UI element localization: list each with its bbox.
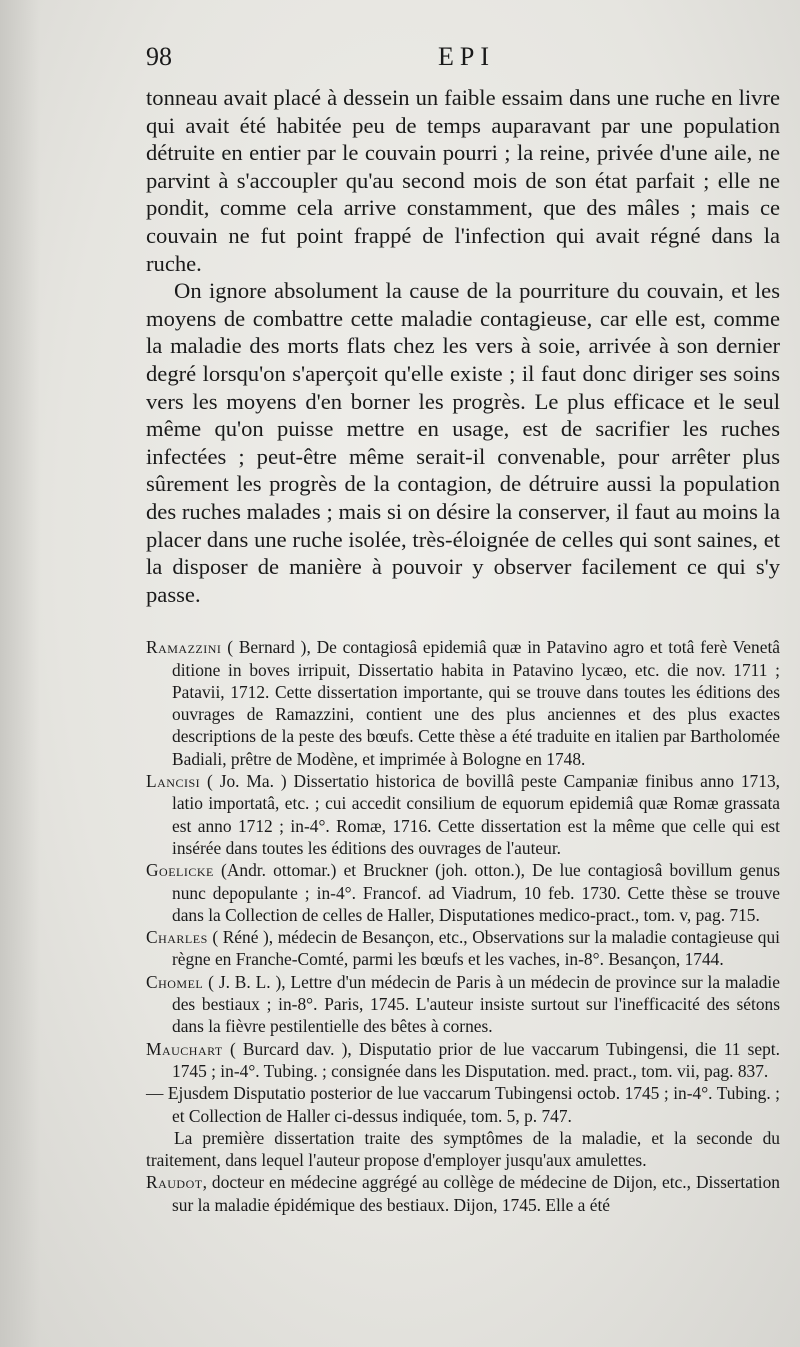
entry-author: Lancisi: [146, 771, 201, 792]
entry-text: (Andr. ottomar.) et Bruckner (joh. otton.), De lue contagiosâ bovillum genus nunc depopulante ; in-4°. Francof. ad Viadrum, 10 feb. 1730. Cette thèse se trouve dans la Collection de celles de Haller, Disputationes medico-pract., tom. v, pag. 715.: [172, 860, 780, 925]
entry-text: Ejusdem Disputatio posterior de lue vaccarum Tubingensi octob. 1745 ; in-4°. Tubing. ; et Collection de Haller ci-dessus indiquée, tom. 5, p. 747.: [163, 1083, 780, 1126]
paragraph-1: tonneau avait placé à dessein un faible essaim dans une ruche en livre qui avait été habitée peu de temps auparavant par une population détruite en entier par le couvain pourri ; la reine, privée d'une aile, ne parvint à s'accoupler qu'au second mois de son état parfait ; elle ne pondit, comme cela arrive constamment, que des mâles ; mais ce couvain ne fut point frappé de l'infection qui avait régné dans la ruche.: [146, 85, 780, 276]
biblio-entry-raudot: [146, 1171, 780, 1216]
biblio-entry-ejusdem: [146, 1082, 780, 1127]
entry-author: Raudot: [146, 1172, 203, 1193]
running-head: EPI: [438, 42, 495, 71]
entry-author: Ramazzini: [146, 637, 222, 658]
main-text: [146, 84, 780, 608]
entry-text: , docteur en médecine aggrégé au collège de médecine de Dijon, etc., Dissertation sur la maladie épidémique des bestiaux. Dijon, 1745. Elle a été: [172, 1172, 780, 1215]
biblio-note: [146, 1127, 780, 1172]
page-header: [146, 42, 780, 84]
biblio-entry-charles: [146, 926, 780, 971]
bibliography: [146, 636, 780, 1216]
entry-text: La première dissertation traite des symptômes de la maladie, et la seconde du traitement, dans lequel l'auteur propose d'employer jusqu'aux amulettes.: [146, 1127, 780, 1171]
biblio-entry-mauchart: [146, 1038, 780, 1083]
entry-text: ( Réné ), médecin de Besançon, etc., Observations sur la maladie contagieuse qui règne en Franche-Comté, parmi les bœufs et les vaches, in-8°. Besançon, 1744.: [172, 927, 780, 970]
binding-shadow: [0, 0, 40, 1347]
biblio-entry-chomel: [146, 971, 780, 1038]
entry-text: ( Burcard dav. ), Disputatio prior de lue vaccarum Tubingensi, die 11 sept. 1745 ; in-4°. Tubing. ; consignée dans les Disputation. med. pract., tom. vii, pag. 837.: [172, 1038, 780, 1081]
entry-author: Mauchart: [146, 1038, 223, 1059]
biblio-entry-ramazzini: [146, 636, 780, 770]
entry-text: ( Jo. Ma. ) Dissertatio historica de bovillâ peste Campaniæ finibus anno 1713, latio importatâ, etc. ; cui accedit consilium de equorum epidemiâ quæ Romæ grassata est anno 1712 ; in-4°. Romæ, 1716. Cette dissertation est la même que celle qui est insérée dans toutes les éditions des ouvrages de l'auteur.: [172, 771, 780, 858]
entry-text: ( J. B. L. ), Lettre d'un médecin de Paris à un médecin de province sur la maladie des bestiaux ; in-8°. Paris, 1745. L'auteur insiste surtout sur l'inefficacité des sétons dans la fièvre pestilentielle des bêtes à cornes.: [172, 971, 780, 1037]
entry-author: Chomel: [146, 971, 204, 992]
biblio-entry-lancisi: [146, 770, 780, 859]
entry-author: Charles: [146, 927, 208, 948]
biblio-entry-goelicke: [146, 859, 780, 926]
entry-dash: —: [146, 1083, 164, 1104]
entry-author: Goelicke: [146, 860, 214, 881]
paragraph-2: On ignore absolument la cause de la pourriture du couvain, et les moyens de combattre cette maladie contagieuse, car elle est, comme la maladie des morts flats chez les vers à soie, arrivée à son dernier degré lorsqu'on s'aperçoit qu'elle existe ; il faut donc diriger ses soins vers les moyens d'en borner les progrès. Le plus efficace et le seul même qu'on puisse mettre en usage, est de sacrifier les ruches infectées ; peut-être même serait-il convenable, pour arrêter plus sûrement les progrès de la contagion, de détruire aussi la population des ruches malades ; mais si on désire la conserver, il faut au moins la placer dans une ruche isolée, très-éloignée de celles qui sont saines, et la disposer de manière à pouvoir y observer facilement ce qui s'y passe.: [146, 278, 780, 607]
entry-text: ( Bernard ), De contagiosâ epidemiâ quæ in Patavino agro et totâ ferè Venetâ ditione in boves irripuit, Dissertatio habita in Patavino lycæo, etc. die nov. 1711 ; Patavii, 1712. Cette dissertation importante, qui se trouve dans toutes les éditions des ouvrages de Ramazzini, contient une des plus anciennes et des plus exactes descriptions de la peste des bœufs. Cette thèse a été traduite en italien par Bartholomée Badiali, prêtre de Modène, et imprimée à Bologne en 1748.: [172, 637, 780, 769]
page-number: 98: [146, 42, 172, 71]
